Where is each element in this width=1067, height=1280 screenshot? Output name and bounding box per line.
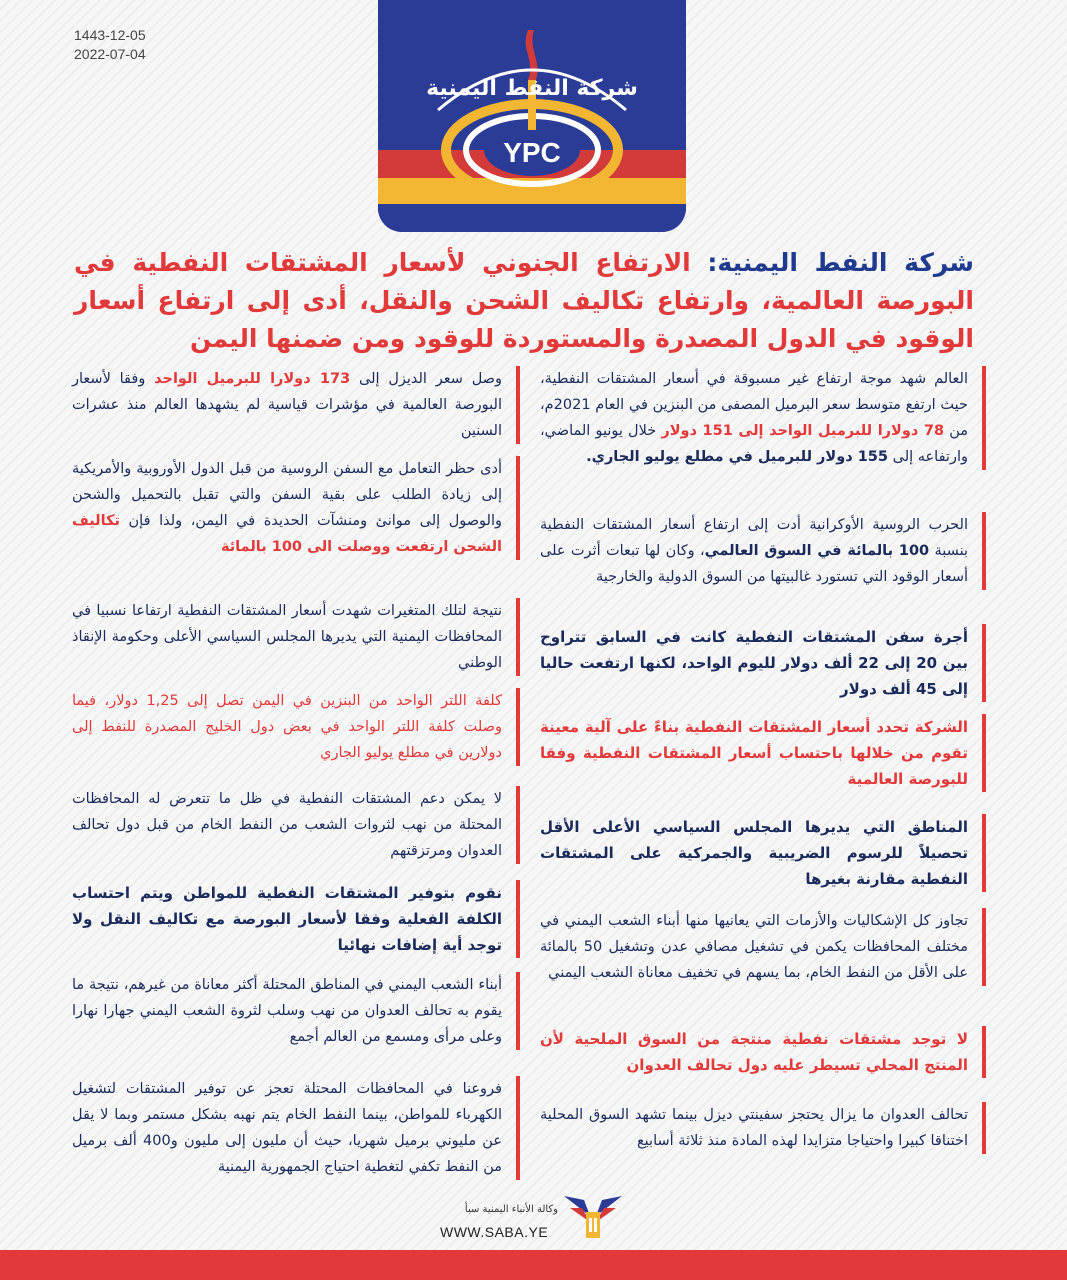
logo-abbr-text: YPC — [503, 137, 561, 168]
paragraph — [72, 598, 520, 676]
paragraph — [72, 456, 520, 560]
paragraph-text: لا توجد مشتقات نفطية منتجة من السوق الملحية لأن المنتج المحلي تسيطر عليه دول تحالف العدوان — [540, 1030, 968, 1074]
agency-url[interactable]: WWW.SABA.YE — [440, 1224, 549, 1240]
highlight-text: 78 دولارا للبرميل الواحد إلى 151 دولار — [661, 423, 945, 439]
agency-name: وكالة الأنباء اليمنية سبأ — [464, 1204, 558, 1215]
paragraph-text: 100 بالمائة في السوق العالمي — [704, 543, 930, 559]
paragraph — [540, 814, 986, 892]
highlight-text: 173 دولارا للبرميل الواحد — [154, 371, 351, 387]
paragraph — [540, 1102, 986, 1154]
paragraph-text: نتيجة لتلك المتغيرات شهدت أسعار المشتقات النفطية ارتفاعا نسبيا في المحافظات اليمنية التي يديرها المجلس السياسي الأعلى وحكومة الإنقاذ الوطني — [72, 603, 502, 671]
paragraph-text: كلفة اللتر الواحد من البنزين في اليمن تصل إلى 1,25 دولار، فيما وصلت كلفة اللتر الواحد في بعض دول الخليج المصدرة للنفط إلى دولارين في مطلع يوليو الجاري — [72, 693, 502, 761]
paragraph-text: العالم شهد موجة ارتفاع غير مسبوقة في أسعار المشتقات النفطية، حيث ارتفع متوسط سعر البرميل المصفى من البنزين في العام 2021م، من — [540, 371, 968, 439]
paragraph — [72, 786, 520, 864]
paragraph — [540, 512, 986, 590]
paragraph — [540, 714, 986, 792]
paragraph-text: المناطق التي يديرها المجلس السياسي الأعلى الأقل تحصيلاً للرسوم الضريبية والجمركية على المشتقات النفطية مقارنة بغيرها — [540, 818, 968, 888]
paragraph-text: ، وكان لها تبعات أثرت على أسعار الوقود التي تستورد غالبيتها من السوق الدولية والخارجية — [540, 543, 968, 585]
paragraph-text: فروعنا في المحافظات المحتلة تعجز عن توفير المشتقات لتشغيل الكهرباء للمواطن، بينما النفط الخام يتم نهبه بشكل مستمر وبما لا يقل عن مليوني برميل شهريا، حيث أن مليون إلى مليون و400 ألف برميل من النفط تكفي لتغطية احتياج الجمهورية اليمنية — [72, 1081, 502, 1175]
ypc-emblem-icon — [378, 0, 686, 232]
gregorian-date: 2022-07-04 — [74, 46, 146, 62]
paragraph-text: لا يمكن دعم المشتقات النفطية في ظل ما تتعرض له المحافظات المحتلة من نهب لثروات الشعب من النفط الخام من قبل دول تحالف العدوان ومرتزقتهم — [72, 791, 502, 859]
highlight-text: تكاليف الشحن ارتفعت ووصلت الى 100 بالمائة — [72, 513, 502, 555]
footer-bar — [0, 1250, 1067, 1280]
paragraph-text: تحالف العدوان ما يزال يحتجز سفينتي ديزل بينما تشهد السوق المحلية اختناقا كبيرا واحتياجا متزايدا لهذه المادة منذ ثلاثة أسابيع — [540, 1107, 968, 1149]
paragraph-text: أبناء الشعب اليمني في المناطق المحتلة أكثر معاناة من غيرهم، نتيجة ما يقوم به تحالف العدوان من نهب وسلب لثروة الشعب اليمني جهارا نهارا وعلى مرأى ومسمع من العالم أجمع — [72, 977, 502, 1045]
paragraph-text: تجاوز كل الإشكاليات والأزمات التي يعانيها منها أبناء الشعب اليمني في مختلف المحافظات يكمن في تشغيل مصافي عدن وتشغيل 50 بالمائة على الأقل من النفط الخام، بما يسهم في تخفيف معاناة الشعب اليمني — [540, 913, 968, 981]
paragraph-text: وصل سعر الديزل إلى — [350, 371, 502, 387]
ypc-logo — [378, 0, 686, 232]
paragraph-text: نقوم بتوفير المشتقات النفطية للمواطن ويتم احتساب الكلفة الفعلية وفقا لأسعار البورصة مع تكاليف النقل ولا توجد أية إضافات نهائيا — [72, 884, 502, 954]
paragraph-text: الشركة تحدد أسعار المشتقات النفطية بناءً على آلية معينة تقوم من خلالها باحتساب أسعار المشتقات النفطية وفقا للبورصة العالمية — [540, 718, 968, 788]
paragraph — [72, 880, 520, 958]
logo-arabic-text: شركة النفط اليمنية — [426, 76, 638, 101]
paragraph-text: أدى حظر التعامل مع السفن الروسية من قبل الدول الأوروبية والأمريكية إلى زيادة الطلب على بقية السفن والتي تقبل بالتحميل والشحن والوصول إلى موانئ ومنشآت الحديدة في اليمن، ولذا فإن — [72, 461, 502, 529]
paragraph-text: خلال يونيو الماضي، وارتفاعه إلى — [540, 423, 968, 465]
paragraph-text: أجرة سفن المشتقات النفطية كانت في السابق تتراوح بين 20 إلى 22 ألف دولار لليوم الواحد، لكنها ارتفعت حاليا إلى 45 ألف دولار — [540, 628, 968, 698]
paragraph — [540, 366, 986, 470]
headline — [74, 244, 974, 358]
paragraph — [540, 908, 986, 986]
paragraph-text: الحرب الروسية الأوكرانية أدت إلى ارتفاع أسعار المشتقات النفطية بنسبة — [540, 517, 968, 559]
dates — [74, 26, 146, 64]
paragraph — [72, 688, 520, 766]
paragraph — [72, 366, 520, 444]
headline-text: الارتفاع الجنوني لأسعار المشتقات النفطية في البورصة العالمية، وارتفاع تكاليف الشحن والنقل، أدى إلى ارتفاع أسعار الوقود في الدول المصدرة والمستوردة للوقود ومن ضمنها اليمن — [74, 248, 974, 353]
paragraph — [540, 1026, 986, 1078]
paragraph-text: وفقا لأسعار البورصة العالمية في مؤشرات قياسية لم يشهدها العالم منذ عشرات السنين — [72, 371, 502, 439]
paragraph — [72, 972, 520, 1050]
saba-bird-logo-icon — [560, 1186, 626, 1242]
hijri-date: 1443-12-05 — [74, 27, 146, 43]
headline-lead: شركة النفط اليمنية: — [707, 248, 974, 277]
paragraph — [540, 624, 986, 702]
paragraph-text: 155 دولار للبرميل في مطلع يوليو الجاري. — [586, 449, 888, 465]
paragraph — [72, 1076, 520, 1180]
